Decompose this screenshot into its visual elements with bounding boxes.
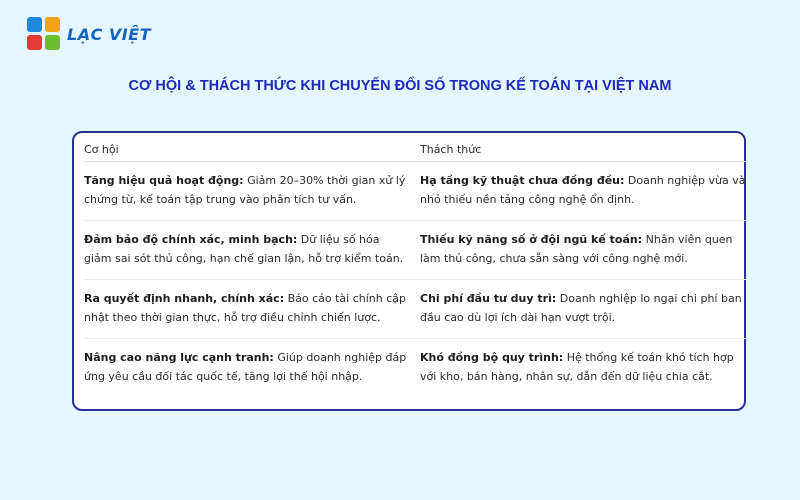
comparison-card [72, 131, 746, 411]
opportunity-title: Đảm bảo độ chính xác, minh bạch: [84, 233, 298, 246]
challenge-text: Doanh nghiệp vừa và nhỏ thiếu nền tảng công nghệ ổn định. [420, 174, 746, 206]
opportunity-cell [84, 221, 420, 280]
challenge-cell [420, 280, 746, 339]
challenge-title: Hạ tầng kỹ thuật chưa đồng đều: [420, 174, 625, 187]
logo-mark-icon [27, 17, 61, 51]
opportunity-text: Báo cáo tài chính cập nhật theo thời gian thực, hỗ trợ điều chỉnh chiến lược. [84, 292, 407, 324]
brand-name: LẠC VIỆT [67, 24, 152, 44]
opportunity-title: Ra quyết định nhanh, chính xác: [84, 292, 285, 305]
challenge-title: Khó đồng bộ quy trình: [420, 351, 564, 364]
challenge-cell [420, 221, 746, 280]
challenge-cell [420, 162, 746, 221]
opportunity-text: Dữ liệu số hóa giảm sai sót thủ công, hạn chế gian lận, hỗ trợ kiểm toán. [84, 233, 404, 265]
opportunity-text: Giảm 20–30% thời gian xử lý chứng từ, kế toán tập trung vào phân tích tư vấn. [84, 174, 406, 206]
page-title: CƠ HỘI & THÁCH THỨC KHI CHUYỂN ĐỔI SỐ TRONG KẾ TOÁN TẠI VIỆT NAM [128, 78, 672, 94]
opportunity-title: Tăng hiệu quả hoạt động: [84, 174, 244, 187]
header-opportunities: Cơ hội [84, 133, 420, 162]
challenge-title: Chi phí đầu tư duy trì: [420, 292, 557, 305]
challenge-title: Thiếu kỹ năng số ở đội ngũ kế toán: [420, 233, 643, 246]
opportunity-cell [84, 162, 420, 221]
header-challenges: Thách thức [420, 133, 746, 162]
challenge-cell [420, 339, 746, 398]
opportunity-title: Nâng cao năng lực cạnh tranh: [84, 351, 274, 364]
brand-logo [27, 17, 151, 51]
opportunity-cell [84, 280, 420, 339]
comparison-table [84, 133, 746, 398]
opportunity-cell [84, 339, 420, 398]
challenge-text: Nhân viên quen làm thủ công, chưa sẵn sàng với công nghệ mới. [420, 233, 733, 265]
opportunity-text: Giúp doanh nghiệp đáp ứng yêu cầu đối tác quốc tế, tăng lợi thế hội nhập. [84, 351, 407, 383]
challenge-text: Hệ thống kế toán khó tích hợp với kho, bán hàng, nhân sự, dẫn đến dữ liệu chia cắt. [420, 351, 734, 383]
challenge-text: Doanh nghiệp lo ngại chi phí ban đầu cao dù lợi ích dài hạn vượt trội. [420, 292, 742, 324]
